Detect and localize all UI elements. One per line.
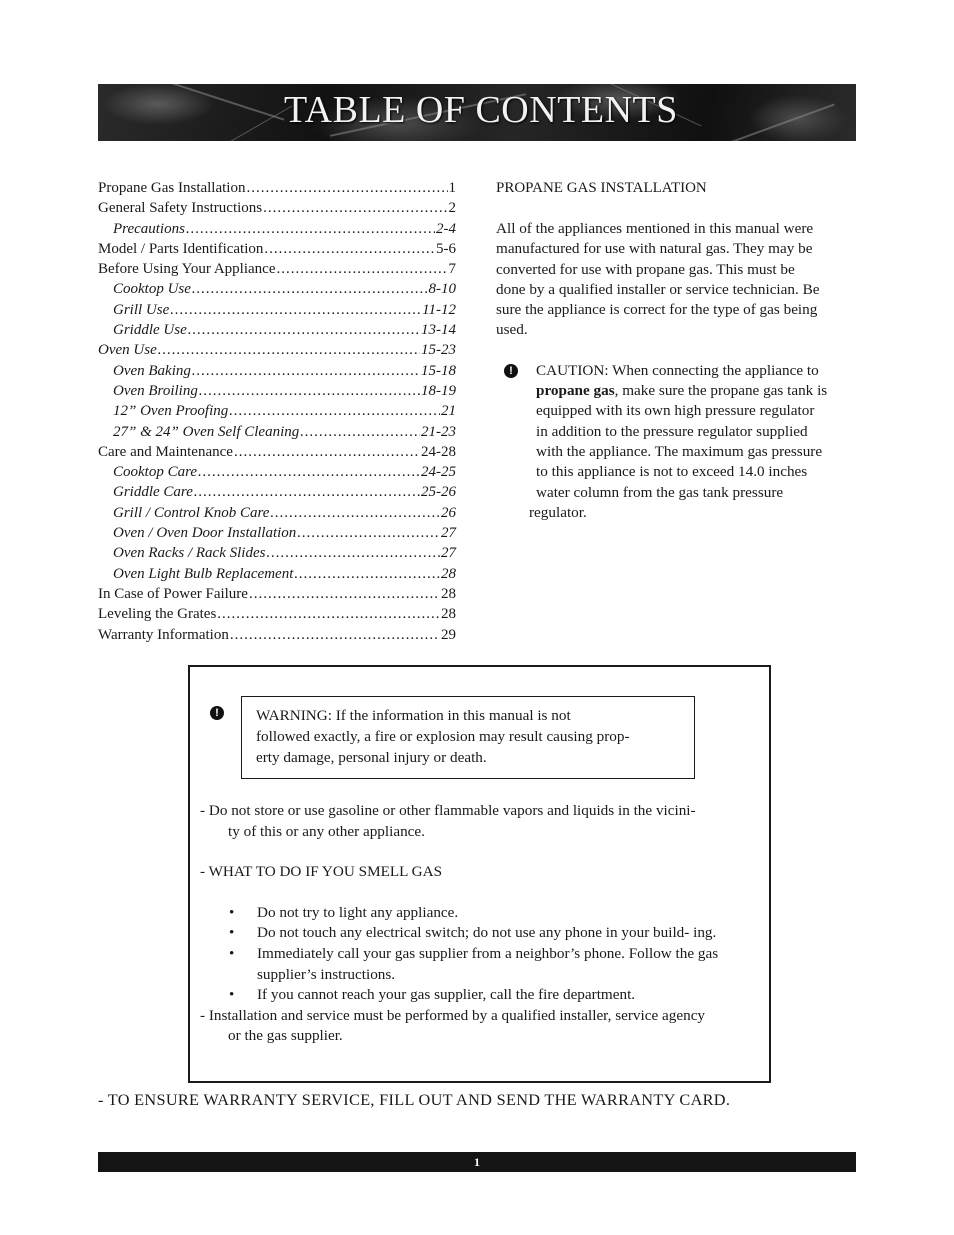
page-number: 1	[474, 1155, 480, 1169]
caution-line: in addition to the pressure regulator supplied	[536, 422, 808, 440]
caution-line: to this appliance is not to exceed 14.0 inches	[536, 463, 808, 481]
list-item: • Do not try to light any appliance.	[200, 903, 757, 924]
caution-text: When connecting the appliance to	[608, 361, 819, 379]
instruction-item: - Do not store or use gasoline or other flammable vapors and liquids in the vicini-	[200, 802, 696, 819]
toc-entry	[98, 340, 456, 360]
toc-leader	[276, 259, 447, 279]
toc-leader	[158, 340, 420, 360]
caution-line: equipped with its own high pressure regulator	[536, 402, 815, 420]
toc-leader	[264, 239, 435, 259]
toc-entry	[98, 279, 456, 299]
toc-entry-page: 5-6	[436, 240, 456, 257]
toc-leader	[230, 625, 440, 645]
toc-entry-label: Warranty Information	[98, 626, 229, 643]
toc-entry-label: Leveling the Grates	[98, 606, 217, 623]
intro-line: converted for use with propane gas. This must be	[496, 260, 795, 278]
toc-entry-page: 27	[441, 525, 456, 542]
toc-entry	[98, 198, 456, 218]
toc-entry-page: 15-23	[421, 342, 456, 359]
toc-entry-label: Oven Light Bulb Replacement	[113, 565, 294, 582]
exclamation-circle-icon: !	[504, 364, 518, 378]
toc-leader	[198, 462, 420, 482]
toc-entry-label: 12” Oven Proofing	[113, 403, 229, 420]
toc-entry-label: Griddle Use	[113, 322, 187, 339]
exclamation-circle-icon: !	[210, 706, 224, 720]
toc-entry-label: Model / Parts Identification	[98, 240, 264, 257]
list-item: • Immediately call your gas supplier from a neighbor’s phone. Follow the gas supplier’s instructions.	[200, 944, 757, 985]
toc-leader	[249, 584, 440, 604]
warning-line: erty damage, personal injury or death.	[256, 749, 487, 766]
toc-entry	[98, 320, 456, 340]
toc-entry-page: 28	[441, 585, 456, 602]
toc-leader	[297, 523, 440, 543]
caution-emphasis: propane gas	[536, 382, 615, 400]
intro-line: sure the appliance is correct for the type of gas being	[496, 301, 818, 319]
toc-entry-page: 15-18	[421, 362, 456, 379]
toc-entry	[98, 543, 456, 563]
toc-entry-label: General Safety Instructions	[98, 200, 263, 217]
toc-leader	[266, 543, 440, 563]
toc-entry-label: In Case of Power Failure	[98, 585, 248, 602]
toc-entry-label: Cooktop Use	[113, 281, 191, 298]
toc-entry	[98, 361, 456, 381]
toc-leader	[229, 401, 440, 421]
toc-leader	[263, 198, 447, 218]
toc-leader	[192, 361, 420, 381]
toc-entry-label: Oven Use	[98, 342, 157, 359]
title-banner	[98, 84, 856, 141]
toc-entry-page: 2-4	[436, 220, 456, 237]
toc-entry	[98, 442, 456, 462]
toc-leader	[199, 381, 420, 401]
toc-entry-label: Oven Broiling	[113, 382, 198, 399]
toc-entry	[98, 300, 456, 320]
caution-line: water column from the gas tank pressure	[536, 483, 784, 501]
toc-entry-page: 28	[441, 565, 456, 582]
toc-entry-page: 18-19	[421, 382, 456, 399]
toc-leader	[234, 442, 420, 462]
toc-entry-page: 26	[441, 504, 456, 521]
toc-entry-page: 24-25	[421, 464, 456, 481]
toc-entry	[98, 625, 456, 645]
toc-entry	[98, 482, 456, 502]
toc-entry	[98, 381, 456, 401]
toc-leader	[294, 564, 440, 584]
toc-entry-label: Precautions	[113, 220, 185, 237]
toc-leader	[186, 219, 435, 239]
toc-entry-page: 7	[448, 261, 456, 278]
warranty-note: - TO ENSURE WARRANTY SERVICE, FILL OUT AND SEND THE WARRANTY CARD.	[98, 1090, 731, 1109]
intro-line: All of the appliances mentioned in this manual were	[496, 220, 814, 237]
toc-entry	[98, 259, 456, 279]
safety-instructions	[200, 801, 766, 1047]
toc-entry-page: 21-23	[421, 423, 456, 440]
propane-section	[496, 178, 858, 523]
toc-entry-label: Grill Use	[113, 301, 170, 318]
instruction-item: - Installation and service must be performed by a qualified installer, service agency	[200, 1006, 706, 1024]
toc-entry-label: Cooktop Care	[113, 464, 198, 481]
toc-entry-page: 2	[448, 200, 456, 217]
toc-leader	[188, 320, 420, 340]
toc-entry-page: 29	[441, 626, 456, 643]
section-heading: PROPANE GAS INSTALLATION	[496, 180, 707, 196]
intro-line: done by a qualified installer or service technician. Be	[496, 280, 820, 298]
toc-entry-page: 1	[448, 180, 456, 196]
propane-intro	[496, 219, 858, 341]
toc-entry-page: 8-10	[428, 281, 456, 298]
intro-line: used.	[496, 321, 528, 339]
warning-line: WARNING: If the information in this manual is not	[256, 707, 571, 724]
toc-entry	[98, 564, 456, 584]
page-footer-bar	[98, 1152, 856, 1172]
toc-entry-label: Before Using Your Appliance	[98, 261, 276, 278]
toc-entry	[98, 584, 456, 604]
warning-callout	[241, 696, 695, 779]
toc-entry-page: 11-12	[422, 301, 456, 318]
toc-leader	[217, 604, 440, 624]
toc-entry	[98, 422, 456, 442]
caution-line	[536, 361, 858, 381]
gas-smell-steps	[200, 903, 766, 1006]
toc-leader	[170, 300, 421, 320]
toc-entry-label: Griddle Care	[113, 484, 193, 501]
toc-entry-label: Propane Gas Installation	[98, 180, 246, 196]
caution-text: , make sure the propane gas tank is	[614, 382, 828, 400]
toc-leader	[192, 279, 428, 299]
toc-entry-label: Care and Maintenance	[98, 443, 233, 460]
list-item: • Do not touch any electrical switch; do not use any phone in your build- ing.	[200, 923, 757, 944]
toc-leader	[246, 178, 447, 198]
toc-entry	[98, 503, 456, 523]
instruction-heading: - WHAT TO DO IF YOU SMELL GAS	[200, 863, 443, 881]
toc-entry-page: 21	[441, 403, 456, 420]
table-of-contents	[98, 178, 456, 645]
toc-entry	[98, 523, 456, 543]
caution-line: with the appliance. The maximum gas pressure	[536, 442, 823, 460]
toc-entry-label: Oven / Oven Door Installation	[113, 525, 297, 542]
caution-label: CAUTION:	[536, 361, 609, 379]
caution-note	[496, 361, 858, 523]
toc-entry	[98, 178, 456, 198]
toc-entry	[98, 604, 456, 624]
toc-leader	[300, 422, 420, 442]
toc-leader	[194, 482, 420, 502]
safety-warning-box	[188, 665, 771, 1083]
caution-line: regulator.	[529, 503, 587, 521]
toc-leader	[270, 503, 440, 523]
toc-entry	[98, 462, 456, 482]
toc-entry-page: 28	[441, 606, 456, 623]
instruction-item: or the gas supplier.	[228, 1027, 343, 1045]
toc-entry-page: 13-14	[421, 322, 456, 339]
toc-entry	[98, 401, 456, 421]
toc-entry-label: Oven Racks / Rack Slides	[113, 545, 266, 562]
toc-entry-page: 25-26	[421, 484, 456, 501]
toc-entry-label: Grill / Control Knob Care	[113, 504, 270, 521]
page-title: TABLE OF CONTENTS	[284, 89, 678, 131]
warning-line: followed exactly, a fire or explosion may result causing prop-	[256, 728, 630, 745]
toc-entry-page: 24-28	[421, 443, 456, 460]
instruction-item: ty of this or any other appliance.	[228, 822, 425, 840]
list-item: • If you cannot reach your gas supplier, call the fire department.	[200, 985, 757, 1006]
caution-line	[536, 381, 858, 401]
toc-entry	[98, 239, 456, 259]
toc-entry-label: Oven Baking	[113, 362, 191, 379]
toc-entry-label: 27” & 24” Oven Self Cleaning	[113, 423, 300, 440]
toc-entry	[98, 219, 456, 239]
toc-entry-page: 27	[441, 545, 456, 562]
intro-line: manufactured for use with natural gas. They may be	[496, 240, 813, 258]
